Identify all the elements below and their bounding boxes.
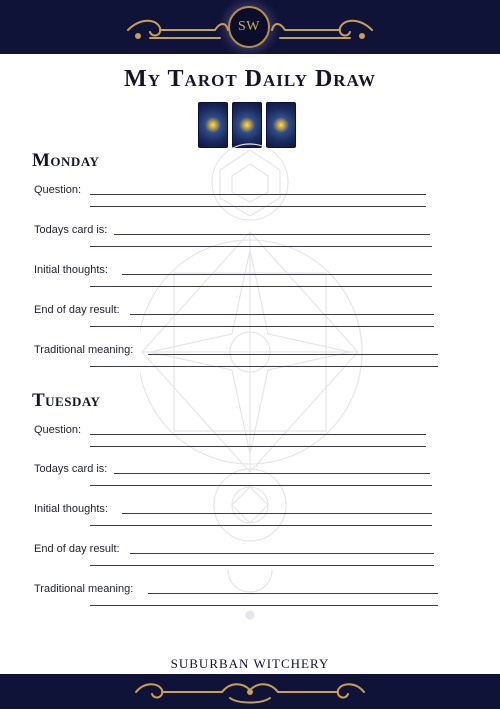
todays-card-line-2[interactable] (90, 246, 432, 247)
end-of-day-result-label: End of day result: (34, 543, 120, 555)
question-line[interactable] (90, 434, 426, 435)
end-of-day-result-label: End of day result: (34, 304, 120, 316)
todays-card-line-2[interactable] (90, 485, 432, 486)
question-label: Question: (34, 424, 82, 436)
initial-thoughts-label: Initial thoughts: (34, 503, 108, 515)
logo-monogram: SW (238, 19, 260, 34)
page-title: My Tarot Daily Draw (124, 66, 376, 92)
traditional-meaning-line[interactable] (148, 593, 438, 594)
question-line-2[interactable] (90, 446, 426, 447)
end-of-day-result-line[interactable] (130, 553, 434, 554)
todays-card-line[interactable] (114, 473, 430, 474)
brand-logo (228, 6, 270, 48)
initial-thoughts-line-2[interactable] (90, 525, 432, 526)
day-heading-tuesday: Tuesday (32, 390, 101, 411)
traditional-meaning-line-2[interactable] (90, 605, 438, 606)
day-heading-monday: Monday (32, 150, 100, 171)
question-line-2[interactable] (90, 206, 426, 207)
traditional-meaning-label: Traditional meaning: (34, 583, 134, 595)
question-line[interactable] (90, 194, 426, 195)
todays-card-label: Todays card is: (34, 224, 108, 236)
end-of-day-result-line-2[interactable] (90, 326, 434, 327)
initial-thoughts-label: Initial thoughts: (34, 264, 108, 276)
footer-brand: SUBURBAN WITCHERY (170, 656, 330, 671)
sacred-geometry-watermark-icon (140, 140, 370, 630)
todays-card-label: Todays card is: (34, 463, 108, 475)
question-label: Question: (34, 184, 82, 196)
end-of-day-result-line[interactable] (130, 314, 434, 315)
traditional-meaning-line[interactable] (148, 354, 438, 355)
initial-thoughts-line[interactable] (122, 513, 432, 514)
traditional-meaning-line-2[interactable] (90, 366, 438, 367)
traditional-meaning-label: Traditional meaning: (34, 344, 134, 356)
gold-scroll-ornament-icon (130, 678, 370, 706)
initial-thoughts-line-2[interactable] (90, 286, 432, 287)
todays-card-line[interactable] (114, 234, 430, 235)
initial-thoughts-line[interactable] (122, 274, 432, 275)
end-of-day-result-line-2[interactable] (90, 565, 434, 566)
